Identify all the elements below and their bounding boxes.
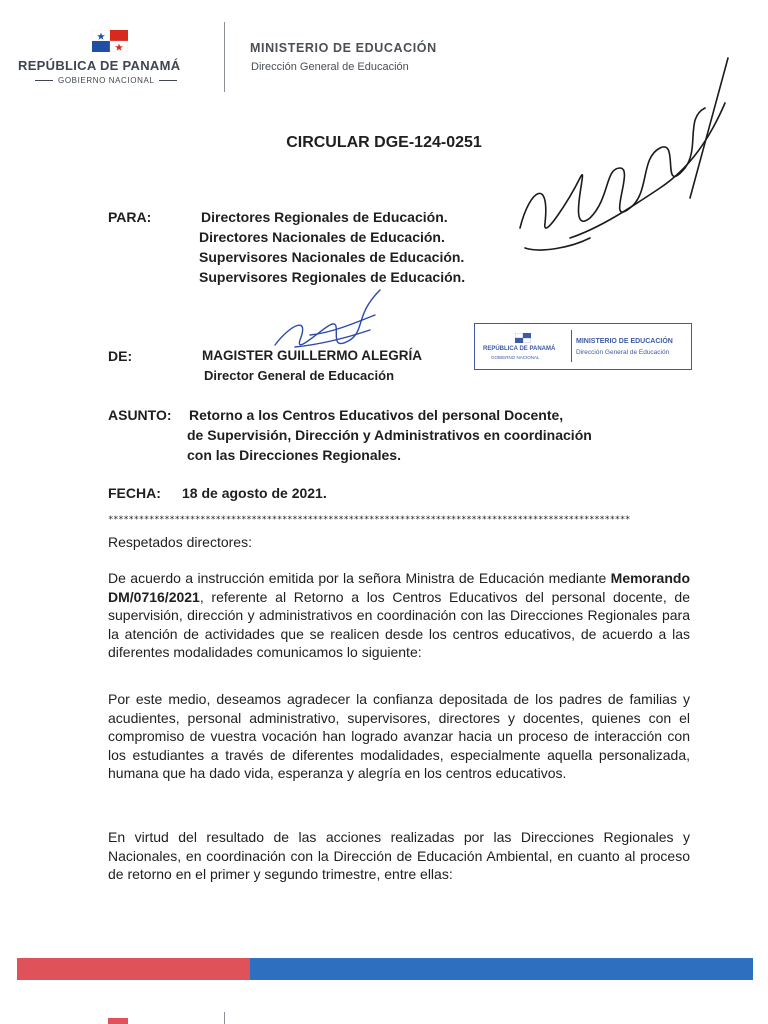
official-stamp <box>474 323 692 370</box>
de-role: Director General de Educación <box>204 368 395 383</box>
next-page-divider <box>224 1012 225 1024</box>
greeting: Respetados directores: <box>108 534 252 550</box>
circular-title: CIRCULAR DGE-124-0251 <box>286 134 482 151</box>
de-name: MAGISTER GUILLERMO ALEGRÍA <box>202 348 422 363</box>
direccion-subtitle: Dirección General de Educación <box>251 61 409 73</box>
para-line-4: Supervisores Regionales de Educación. <box>199 269 466 285</box>
fecha-value: 18 de agosto de 2021. <box>182 485 327 501</box>
paragraph-1: De acuerdo a instrucción emitida por la señora Ministra de Educación mediante Memorando DM/0716/2021, referente al Retorno a los Centros Educativos del personal docente, de supervisión, dirección y administrativos en coordinación con las Direcciones Regionales para la atención de actividades que se realicen desde los centros educativos, de acuerdo a las diferentes modalidades comunicamos lo siguiente: <box>108 570 690 660</box>
stamp-ministerio: MINISTERIO DE EDUCACIÓN <box>576 338 673 345</box>
stamp-republica: REPÚBLICA DE PANAMÁ <box>483 346 556 352</box>
memorando-reference: Memorando DM/0716/2021 <box>108 570 690 605</box>
asunto-line-3: con las Direcciones Regionales. <box>187 447 401 463</box>
footer-bar-red <box>17 958 250 980</box>
paragraph-2: Por este medio, deseamos agradecer la confianza depositada de los padres de familias y acudientes, personal administrativo, supervisores, directores y docentes, quienes con el compromiso de vuestra vocación han logrado avanzar hacia un proceso de interacción con los estudiantes a través de diferentes modalidades, especialmente aquella personalizada, humana que ha dado vida, esperanza y alegría en los centros educativos. <box>108 691 690 781</box>
para-line-2: Directores Nacionales de Educación. <box>199 229 445 245</box>
separator-line: ****************************************************************************************************** <box>108 515 631 525</box>
para-line-1: Directores Regionales de Educación. <box>201 209 448 225</box>
para-line-3: Supervisores Nacionales de Educación. <box>199 249 465 265</box>
stamp-direccion: Dirección General de Educación <box>576 349 670 356</box>
gobierno-subtitle: GOBIERNO NACIONAL <box>30 76 182 85</box>
stamp-divider <box>571 330 572 362</box>
stamp-flag-icon <box>515 333 531 343</box>
header-divider <box>224 22 225 92</box>
asunto-label: ASUNTO: <box>108 407 172 423</box>
de-label: DE: <box>108 348 133 364</box>
panama-flag-icon <box>92 30 128 52</box>
paragraph-3: En virtud del resultado de las acciones realizadas por las Direcciones Regionales y Nacionales, en coordinación con la Dirección de Educación Ambiental, en cuanto al proceso de retorno en el primer y segundo trimestre, entre ellas: <box>108 829 690 882</box>
republica-title: REPÚBLICA DE PANAMÁ <box>18 58 181 73</box>
ministerio-title: MINISTERIO DE EDUCACIÓN <box>250 41 437 55</box>
fecha-label: FECHA: <box>108 485 161 501</box>
para-label: PARA: <box>108 209 152 225</box>
stamp-gobierno: GOBIERNO NACIONAL <box>491 355 540 360</box>
footer-bar-blue <box>250 958 753 980</box>
asunto-line-1: Retorno a los Centros Educativos del personal Docente, <box>189 407 564 423</box>
handwritten-signature <box>510 48 740 278</box>
asunto-line-2: de Supervisión, Dirección y Administrativos en coordinación <box>187 427 592 443</box>
next-page-flag-icon <box>108 1018 128 1024</box>
